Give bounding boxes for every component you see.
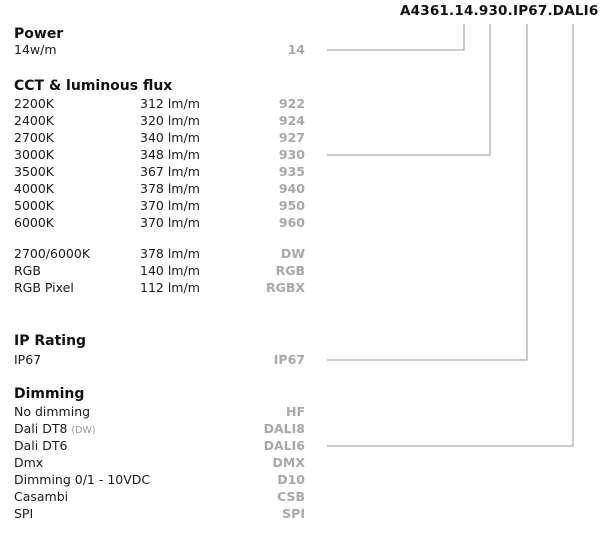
row-flux-3000k: 348 lm/m: [140, 147, 200, 162]
row-code-dali6: DALI6: [263, 438, 305, 453]
row-flux-4000k: 378 lm/m: [140, 181, 200, 196]
row-flux-3500k: 367 lm/m: [140, 164, 200, 179]
dali-dt8-note: (DW): [71, 425, 96, 436]
row-flux-5000k: 370 lm/m: [140, 198, 200, 213]
row-code-rgbx: RGBX: [265, 280, 305, 295]
row-code-922: 922: [278, 96, 305, 111]
row-label-2700k: 2700K: [14, 130, 55, 145]
row-code-dw: DW: [280, 246, 305, 261]
row-code-csb: CSB: [277, 489, 305, 504]
row-label-rgb: RGB: [14, 263, 41, 278]
row-code-spi: SPI: [282, 506, 305, 521]
connector-dimming: [327, 24, 573, 446]
row-flux-6000k: 370 lm/m: [140, 215, 200, 230]
row-flux-rgb-pixel: 112 lm/m: [140, 280, 200, 295]
row-label-dimming-0-1-10vdc: Dimming 0/1 - 10VDC: [14, 472, 151, 487]
row-code-960: 960: [278, 215, 305, 230]
row-label-dali-dt6: Dali DT6: [14, 438, 68, 453]
row-label-2700-6000k: 2700/6000K: [14, 246, 91, 261]
row-label-dmx: Dmx: [14, 455, 44, 470]
row-code-rgb: RGB: [275, 263, 305, 278]
row-code-950: 950: [278, 198, 305, 213]
connector-cct: [327, 24, 490, 155]
connector-power: [327, 24, 464, 50]
section-title-dimming: Dimming: [14, 386, 85, 402]
row-code-930: 930: [278, 147, 305, 162]
row-label-no-dimming: No dimming: [14, 404, 91, 419]
row-flux-2200k: 312 lm/m: [140, 96, 200, 111]
row-code-14: 14: [287, 42, 305, 57]
row-code-hf: HF: [285, 404, 305, 419]
row-label-rgb-pixel: RGB Pixel: [14, 280, 74, 295]
row-flux-2700k: 340 lm/m: [140, 130, 200, 145]
section-title-power: Power: [14, 26, 64, 42]
row-code-924: 924: [278, 113, 305, 128]
row-code-935: 935: [278, 164, 305, 179]
section-title-cct: CCT & luminous flux: [14, 78, 173, 94]
row-label-14wm: 14w/m: [14, 42, 57, 57]
row-code-dali8: DALI8: [263, 421, 305, 436]
row-flux-rgb: 140 lm/m: [140, 263, 200, 278]
dali-dt8-label: Dali DT8: [14, 421, 68, 436]
row-flux-2700-6000k: 378 lm/m: [140, 246, 200, 261]
row-label-casambi: Casambi: [14, 489, 69, 504]
row-code-927: 927: [278, 130, 305, 145]
row-label-ip67: IP67: [14, 352, 42, 367]
row-label-4000k: 4000K: [14, 181, 55, 196]
row-label-5000k: 5000K: [14, 198, 55, 213]
row-label-6000k: 6000K: [14, 215, 55, 230]
row-label-2200k: 2200K: [14, 96, 55, 111]
row-label-3500k: 3500K: [14, 164, 55, 179]
row-flux-2400k: 320 lm/m: [140, 113, 200, 128]
row-label-3000k: 3000K: [14, 147, 55, 162]
row-code-ip67: IP67: [273, 352, 305, 367]
row-label-2400k: 2400K: [14, 113, 55, 128]
row-code-940: 940: [278, 181, 305, 196]
product-code-title: A4361.14.930.IP67.DALI6: [400, 3, 599, 19]
row-label-spi: SPI: [14, 506, 34, 521]
section-title-ip-rating: IP Rating: [14, 333, 87, 349]
row-code-dmx: DMX: [272, 455, 305, 470]
row-code-d10: D10: [277, 472, 305, 487]
connector-ip-rating: [327, 24, 527, 360]
